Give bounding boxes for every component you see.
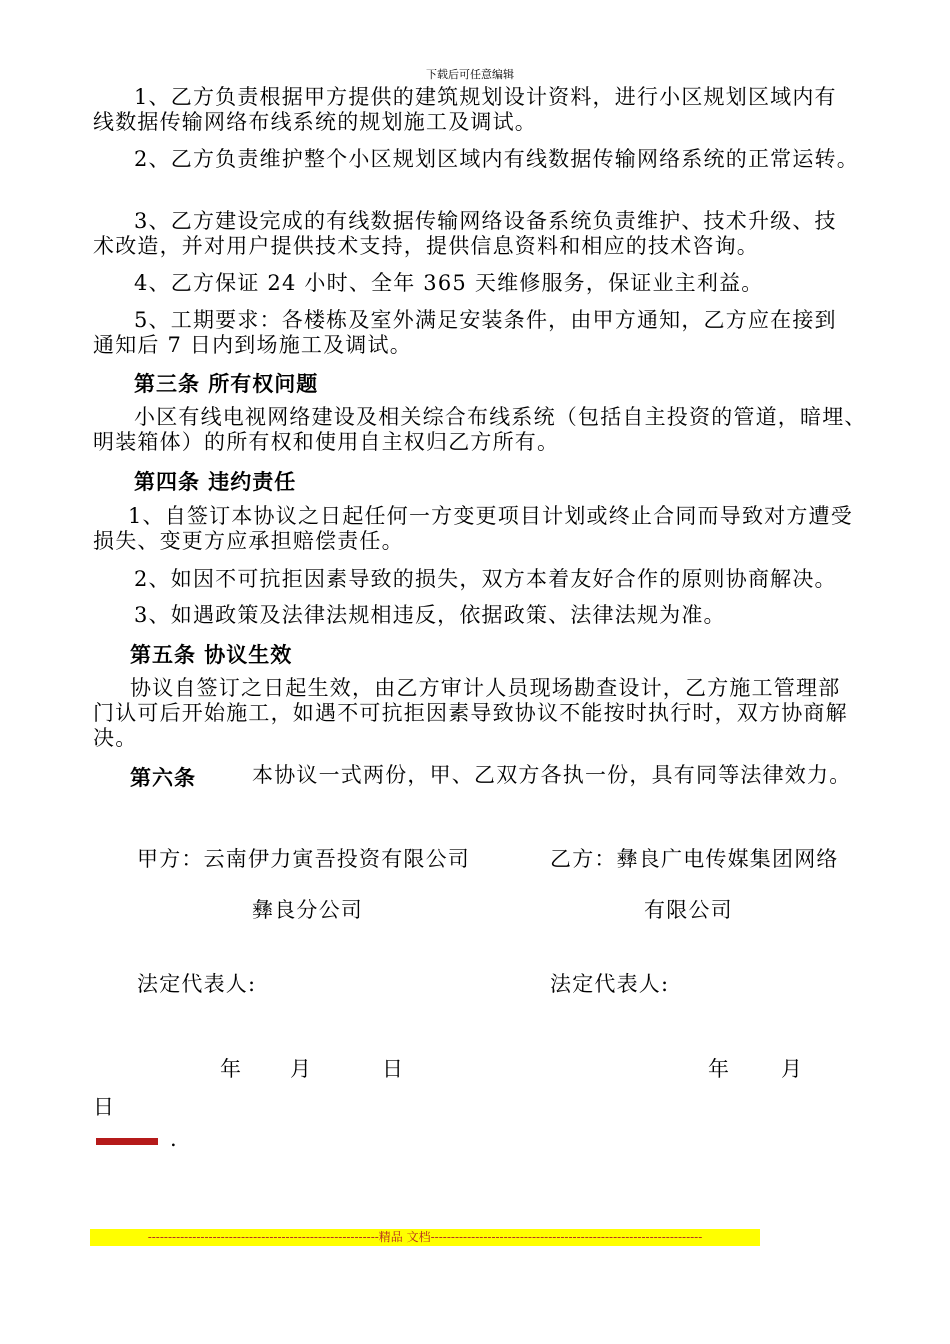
party-a-date-year: 年 xyxy=(220,1057,243,1081)
article3-heading: 第三条 所有权问题 xyxy=(134,371,319,396)
footer-banner: ---------------------------------------------------------精品 文档------------------------------------------------------------------- xyxy=(90,1229,760,1246)
clause-5-line2: 通知后 7 日内到场施工及调试。 xyxy=(93,333,412,357)
party-a-legal-rep: 法定代表人: xyxy=(137,972,257,996)
article5-line2: 门认可后开始施工，如遇不可抗拒因素导致协议不能按时执行时，双方协商解 xyxy=(93,701,848,725)
article4-item1-line1: 1、自签订本协议之日起任何一方变更项目计划或终止合同而导致对方遭受 xyxy=(128,504,853,528)
clause-1-line1: 1、乙方负责根据甲方提供的建筑规划设计资料，进行小区规划区域内有 xyxy=(134,85,837,109)
article5-line1: 协议自签订之日起生效，由乙方审计人员现场勘查设计，乙方施工管理部 xyxy=(130,676,841,700)
party-a-name: 甲方：云南伊力寅吾投资有限公司 xyxy=(137,847,470,871)
article4-item2: 2、如因不可抗拒因素导致的损失，双方本着友好合作的原则协商解决。 xyxy=(134,567,837,591)
party-b-date-month: 月 xyxy=(781,1057,804,1081)
article5-heading: 第五条 协议生效 xyxy=(130,642,293,667)
clause-4: 4、乙方保证 24 小时、全年 365 天维修服务，保证业主利益。 xyxy=(134,271,764,295)
article5-line3: 决。 xyxy=(93,726,138,750)
trailing-dot: . xyxy=(170,1127,178,1151)
clause-5-line1: 5、工期要求：各楼栋及室外满足安装条件，由甲方通知，乙方应在接到 xyxy=(134,308,837,332)
clause-3-line1: 3、乙方建设完成的有线数据传输网络设备系统负责维护、技术升级、技 xyxy=(134,209,837,233)
red-mark xyxy=(96,1138,158,1145)
clause-2: 2、乙方负责维护整个小区规划区域内有线数据传输网络系统的正常运转。 xyxy=(134,147,859,171)
header-note: 下载后可任意编辑 xyxy=(426,68,514,81)
party-a-date-day: 日 xyxy=(382,1057,405,1081)
party-b-legal-rep: 法定代表人: xyxy=(550,972,670,996)
party-a-date-month: 月 xyxy=(290,1057,313,1081)
clause-1-line2: 线数据传输网络布线系统的规划施工及调试。 xyxy=(93,110,537,134)
party-b-name: 乙方：彝良广电传媒集团网络 xyxy=(550,847,839,871)
article4-item1-line2: 损失、变更方应承担赔偿责任。 xyxy=(93,529,404,553)
party-a-branch: 彝良分公司 xyxy=(252,898,363,922)
party-b-company-suffix: 有限公司 xyxy=(644,898,733,922)
party-b-date-year: 年 xyxy=(708,1057,731,1081)
article3-line2: 明装箱体）的所有权和使用自主权归乙方所有。 xyxy=(93,430,560,454)
article4-item3: 3、如遇政策及法律法规相违反，依据政策、法律法规为准。 xyxy=(134,603,726,627)
article3-line1: 小区有线电视网络建设及相关综合布线系统（包括自主投资的管道，暗埋、 xyxy=(134,405,867,429)
party-b-date-day: 日 xyxy=(93,1095,116,1119)
clause-3-line2: 术改造，并对用户提供技术支持，提供信息资料和相应的技术咨询。 xyxy=(93,234,759,258)
article6-text: 本协议一式两份，甲、乙双方各执一份，具有同等法律效力。 xyxy=(252,763,852,787)
article4-heading: 第四条 违约责任 xyxy=(134,469,297,494)
article6-heading: 第六条 xyxy=(130,765,196,790)
